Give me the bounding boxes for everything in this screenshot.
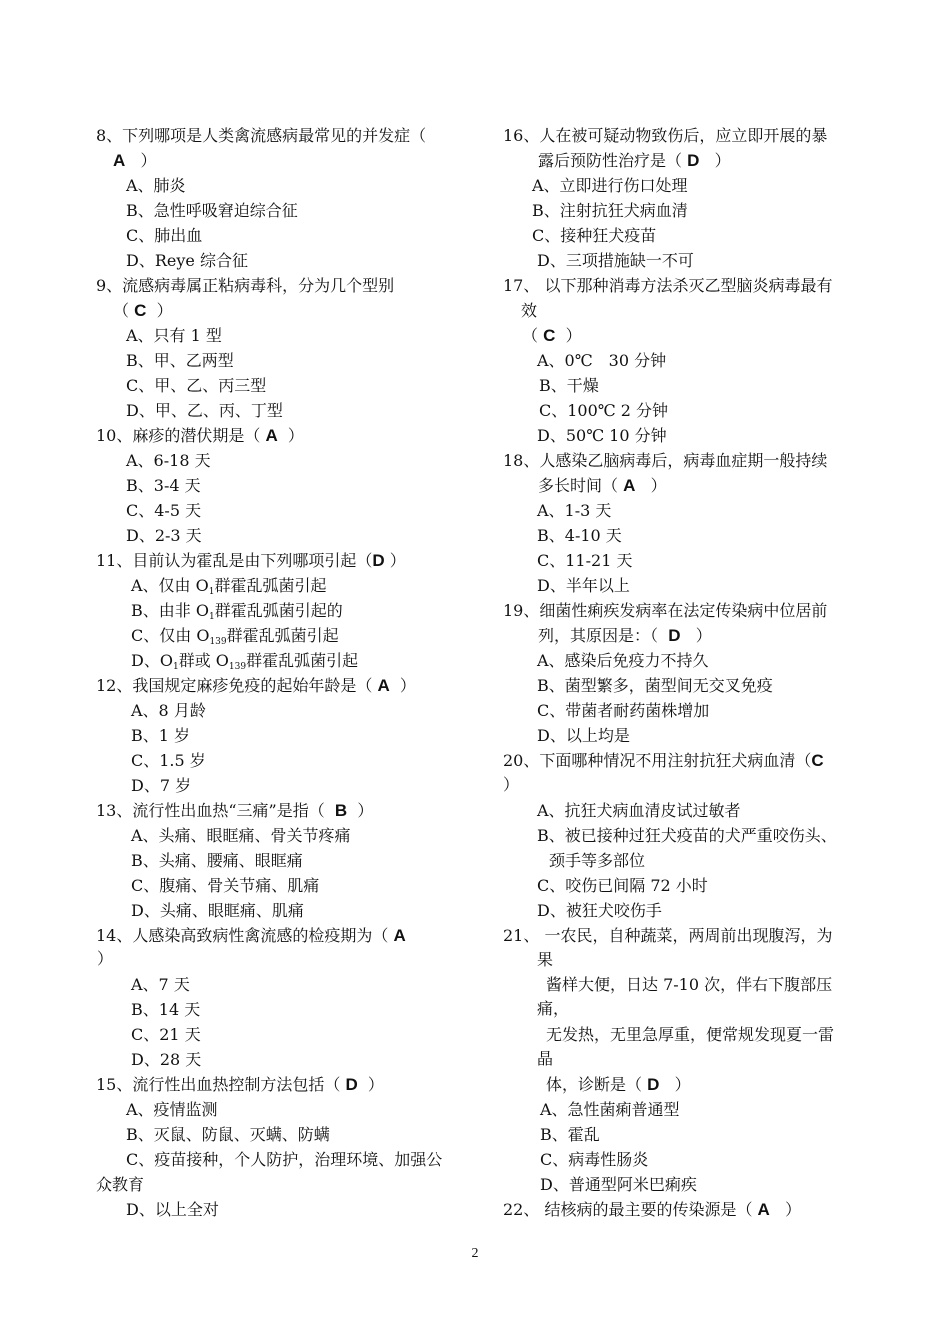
question-21-cont-2: 酱样大便，日达 7-10 次，伴右下腹部压 [546, 975, 833, 994]
question-12: 12、我国规定麻疹免疫的起始年龄是（ A ） [96, 676, 416, 695]
question-21: 21、 一农民，自种蔬菜，两周前出现腹泻，为 [503, 926, 833, 945]
option-10a: A、6-18 天 [126, 451, 211, 470]
option-21b: B、霍乱 [540, 1125, 600, 1144]
question-10: 10、麻疹的潜伏期是（ A ） [96, 426, 304, 445]
option-8c: C、肺出血 [126, 226, 203, 245]
answer-21: D [647, 1075, 660, 1094]
answer-15: D [345, 1075, 358, 1094]
option-15b: B、灭鼠、防鼠、灭螨、防螨 [126, 1125, 330, 1144]
option-16a: A、立即进行伤口处理 [532, 176, 688, 195]
option-16d: D、三项措施缺一不可 [537, 251, 694, 270]
option-12b: B、1 岁 [131, 726, 191, 745]
question-13: 13、流行性出血热“三痛”是指（ B ） [96, 801, 374, 820]
option-10c: C、4-5 天 [126, 501, 202, 520]
question-16: 16、人在被可疑动物致伤后，应立即开展的暴 [503, 126, 828, 145]
question-20: 20、下面哪种情况不用注射抗狂犬病血清（C [503, 751, 824, 770]
option-9a: A、只有 1 型 [126, 326, 222, 345]
option-14c: C、21 天 [131, 1025, 201, 1044]
answer-17: C [543, 326, 556, 345]
option-10d: D、2-3 天 [126, 526, 202, 545]
option-16c: C、接种狂犬疫苗 [532, 226, 657, 245]
option-9c: C、甲、乙、丙三型 [126, 376, 267, 395]
option-20c: C、咬伤已间隔 72 小时 [537, 876, 708, 895]
option-20d: D、被狂犬咬伤手 [537, 901, 662, 920]
option-12d: D、7 岁 [131, 776, 192, 795]
option-17b: B、干燥 [539, 376, 599, 395]
option-21c: C、病毒性肠炎 [540, 1150, 649, 1169]
option-21a: A、急性菌痢普通型 [540, 1100, 680, 1119]
question-16-cont: 露后预防性治疗是（ D ） [538, 151, 731, 170]
option-8b: B、急性呼吸窘迫综合征 [126, 201, 298, 220]
option-14b: B、14 天 [131, 1000, 201, 1019]
option-15c-cont: 众教育 [96, 1175, 145, 1194]
answer-14: A [393, 926, 406, 945]
question-18-cont: 多长时间（ A ） [538, 476, 667, 495]
option-11b: B、由非 $O_1$群霍乱弧菌引起的 [131, 601, 343, 622]
answer-12: A [377, 676, 390, 695]
question-19: 19、细菌性痢疾发病率在法定传染病中位居前 [503, 601, 828, 620]
option-8d: D、Reye 综合征 [126, 251, 248, 270]
option-19b: B、菌型繁多，菌型间无交叉免疫 [537, 676, 773, 695]
option-9d: D、甲、乙、丙、丁型 [126, 401, 283, 420]
question-22: 22、 结核病的最主要的传染源是（ A ） [503, 1200, 802, 1219]
option-12c: C、1.5 岁 [131, 751, 206, 770]
option-11a: A、仅由 $O_1$群霍乱弧菌引起 [131, 576, 327, 597]
option-16b: B、注射抗狂犬病血清 [532, 201, 688, 220]
option-20b: B、被已接种过狂犬疫苗的犬严重咬伤头、 [537, 826, 837, 845]
answer-9: C [134, 301, 147, 320]
option-18b: B、4-10 天 [537, 526, 622, 545]
option-19d: D、以上均是 [537, 726, 630, 745]
question-17-cont: 效 [521, 301, 538, 320]
option-13d: D、头痛、眼眶痛、肌痛 [131, 901, 304, 920]
option-20a: A、抗狂犬病血清皮试过敏者 [537, 801, 741, 820]
question-14-close: ） [97, 949, 114, 968]
answer-19: D [668, 626, 681, 645]
option-11c: C、仅由 $O_{139}$群霍乱弧菌引起 [131, 626, 339, 647]
question-8-answer-line: A ） [113, 151, 157, 170]
question-14: 14、人感染高致病性禽流感的检疫期为（ A [96, 926, 406, 945]
option-14a: A、7 天 [131, 975, 190, 994]
option-21d: D、普通型阿米巴痢疾 [540, 1175, 697, 1194]
option-15d: D、以上全对 [126, 1200, 219, 1219]
option-15a: A、疫情监测 [126, 1100, 218, 1119]
question-17-answer-line: （ C ） [522, 326, 582, 345]
option-18a: A、1-3 天 [537, 501, 612, 520]
option-9b: B、甲、乙两型 [126, 351, 234, 370]
option-17c: C、100℃ 2 分钟 [539, 401, 669, 420]
answer-20: C [811, 751, 824, 770]
answer-22: A [757, 1200, 770, 1219]
option-13a: A、头痛、眼眶痛、骨关节疼痛 [131, 826, 351, 845]
answer-13: B [334, 801, 348, 820]
option-15c: C、疫苗接种，个人防护，治理环境、加强公 [126, 1150, 443, 1169]
answer-11: D [372, 551, 385, 570]
page-number: 2 [471, 1246, 479, 1261]
option-17a: A、0℃ 30 分钟 [537, 351, 667, 370]
option-13b: B、头痛、腰痛、眼眶痛 [131, 851, 303, 870]
question-21-cont-5: 晶 [537, 1049, 554, 1068]
question-21-cont-4: 无发热，无里急厚重，便常规发现夏一雷 [546, 1025, 835, 1044]
question-9: 9、流感病毒属正粘病毒科，分为几个型别 [96, 276, 395, 295]
answer-18: A [623, 476, 636, 495]
option-17d: D、50℃ 10 分钟 [537, 426, 667, 445]
option-8a: A、肺炎 [126, 176, 186, 195]
option-20b-cont: 颈手等多部位 [549, 851, 646, 870]
question-21-cont-3: 痛， [537, 999, 570, 1018]
answer-16: D [687, 151, 700, 170]
question-20-close: ） [503, 775, 520, 794]
question-15: 15、流行性出血热控制方法包括（ D ） [96, 1075, 384, 1094]
option-19c: C、带菌者耐药菌株增加 [537, 701, 710, 720]
question-21-cont-6: 体，诊断是（ D ） [546, 1075, 691, 1094]
option-14d: D、28 天 [131, 1050, 202, 1069]
option-13c: C、腹痛、骨关节痛、肌痛 [131, 876, 320, 895]
question-18: 18、人感染乙脑病毒后，病毒血症期一般持续 [503, 451, 828, 470]
option-18c: C、11-21 天 [537, 551, 633, 570]
question-19-cont: 列，其原因是：（ D ） [538, 626, 712, 645]
question-17: 17、 以下那种消毒方法杀灭乙型脑炎病毒最有 [503, 276, 833, 295]
question-9-answer-line: （ C ） [113, 301, 173, 320]
option-10b: B、3-4 天 [126, 476, 201, 495]
question-21-cont-1: 果 [537, 950, 554, 969]
option-12a: A、8 月龄 [131, 701, 206, 720]
question-8: 8、下列哪项是人类禽流感病最常见的并发症（ [96, 126, 427, 145]
answer-8: A [113, 151, 126, 170]
option-19a: A、感染后免疫力不持久 [537, 651, 709, 670]
answer-10: A [265, 426, 278, 445]
option-18d: D、半年以上 [537, 576, 630, 595]
option-11d: D、$O_1$群或 $O_{139}$群霍乱弧菌引起 [131, 651, 359, 672]
question-11: 11、目前认为霍乱是由下列哪项引起（D ） [96, 551, 406, 570]
